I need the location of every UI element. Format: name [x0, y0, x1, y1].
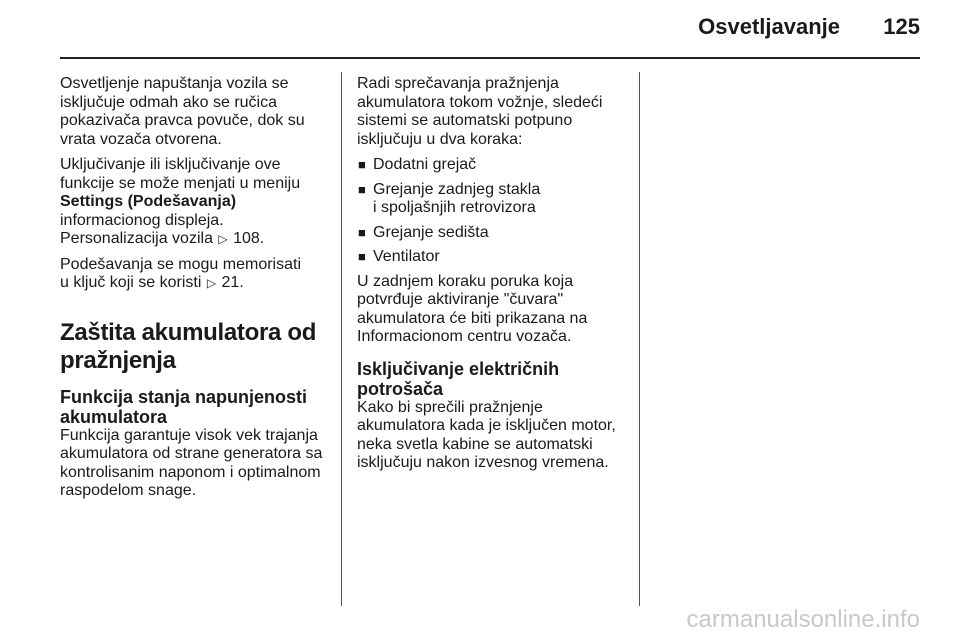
header-rule — [60, 57, 920, 59]
paragraph-text: informacionog displeja. — [60, 211, 224, 229]
reference-arrow-icon: ▷ — [218, 232, 228, 246]
page-reference: 108. — [233, 230, 265, 247]
right-column — [357, 75, 632, 480]
page-title: Osvetljavanje — [698, 14, 840, 39]
paragraph-text: Podešavanja se mogu memorisati u ključ koji se koristi — [60, 255, 302, 291]
left-column — [60, 75, 335, 508]
page-reference: 21. — [221, 274, 244, 291]
page-number: 125 — [883, 14, 920, 39]
column-divider-right — [639, 72, 640, 606]
paragraph-text: Uključivanje ili isključivanje ove funkcije se može menjati u meniju — [60, 156, 301, 192]
paragraph — [60, 156, 335, 249]
list-item — [357, 248, 632, 267]
list-item-text: Dodatni grejač — [373, 156, 477, 173]
column-divider-left — [341, 72, 342, 606]
list-item-text: Grejanje zadnjeg stakla i spoljašnjih retrovizora — [373, 180, 541, 216]
paragraph: Osvetljenje napuštanja vozila se isključuje odmah ako se ručica pokazivača pravca povuče, dok su vrata vozača otvorena. — [60, 75, 305, 148]
list-item-text: Grejanje sedišta — [373, 223, 489, 241]
bullet-list — [357, 156, 632, 267]
paragraph: U zadnjem koraku poruka koja potvrđuje aktiviranje "čuvara" akumulatora će biti prikazana na Informacionom centru vozača. — [357, 272, 588, 345]
section-heading: Zaštita akumulatora od pražnjenja — [60, 318, 317, 374]
paragraph: Funkcija garantuje visok vek trajanja akumulatora od strane generatora sa kontrolisanim naponom i optimalnom raspodelom snage. — [60, 426, 323, 499]
subsection-heading: Isključivanje električnih potrošača — [357, 358, 560, 399]
reference-arrow-icon: ▷ — [206, 276, 217, 290]
paragraph: Radi sprečavanja pražnjenja akumulatora tokom vožnje, sledeći sistemi se automatski potpuno isključuju u dva koraka: — [357, 75, 603, 148]
square-bullet-icon: ■ — [358, 157, 366, 172]
list-item-text: Ventilator — [373, 248, 440, 265]
list-item — [357, 181, 632, 218]
square-bullet-icon: ■ — [358, 181, 366, 197]
list-item — [357, 224, 632, 243]
paragraph — [60, 256, 335, 293]
paragraph-text: Personalizacija vozila — [60, 230, 213, 247]
menu-reference: Settings (Podešavanja) — [60, 193, 237, 210]
square-bullet-icon: ■ — [358, 249, 366, 264]
paragraph: Kako bi sprečili pražnjenje akumulatora kada je isključen motor, neka svetla kabine se automatski isključuju nakon izvesnog vremena. — [357, 398, 616, 471]
square-bullet-icon: ■ — [358, 224, 366, 240]
watermark: carmanualsonline.info — [686, 606, 920, 633]
subsection-heading: Funkcija stanja napunjenosti akumulatora — [60, 386, 308, 427]
list-item — [357, 156, 632, 175]
